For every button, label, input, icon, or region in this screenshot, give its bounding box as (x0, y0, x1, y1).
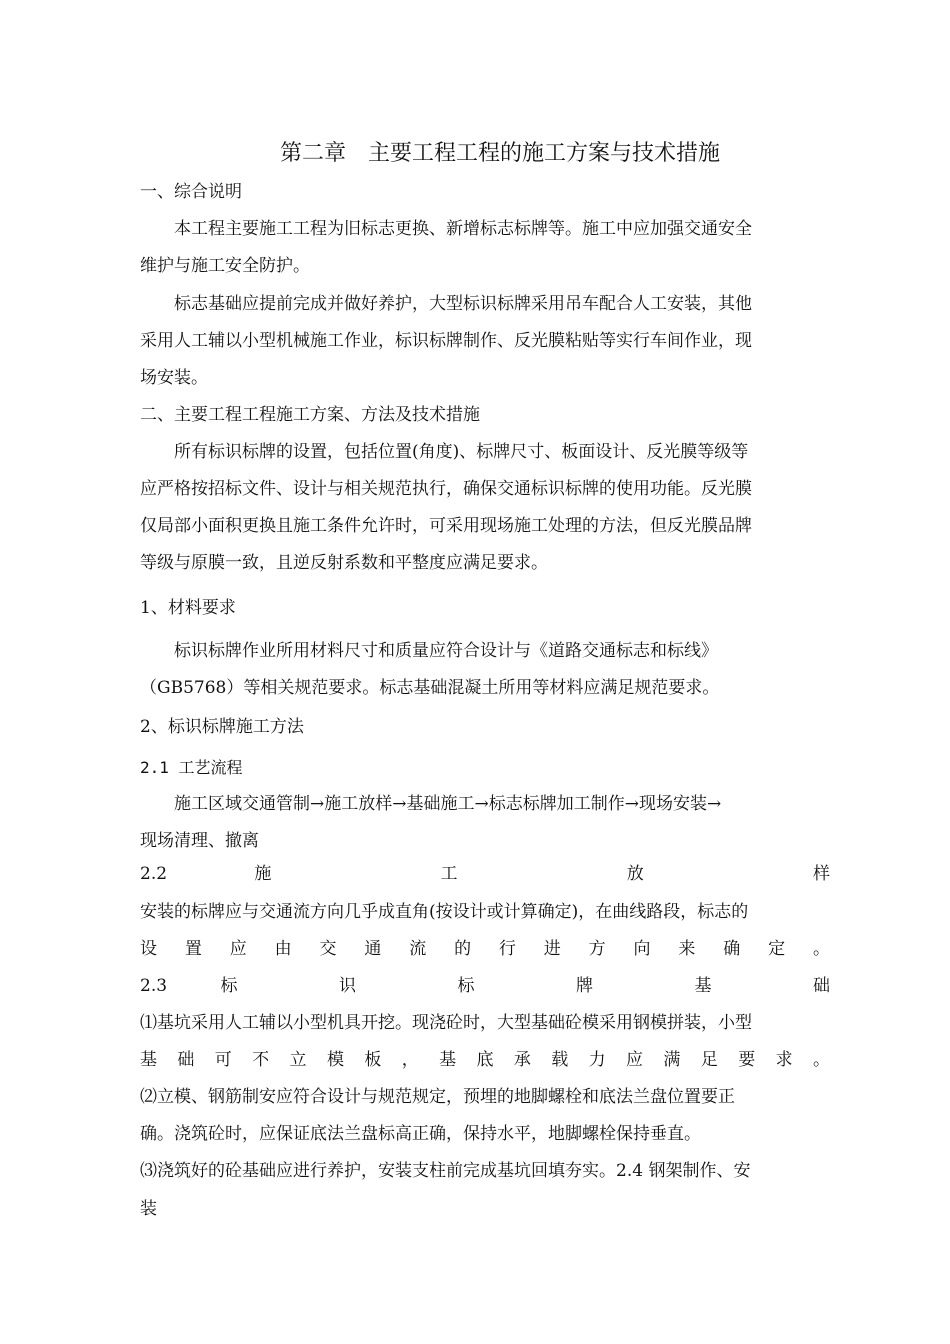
paragraph-line: ⑴基坑采用人工辅以小型机具开挖。现浇砼时，大型基础砼模采用钢模拼装，小型 (140, 1013, 752, 1033)
section-heading: 一、综合说明 (140, 182, 242, 202)
section-heading: 1、材料要求 (140, 598, 236, 618)
paragraph-line: 标志基础应提前完成并做好养护，大型标识标牌采用吊车配合人工安装，其他 (140, 294, 752, 314)
paragraph-line: 确。浇筑砼时，应保证底法兰盘标高正确，保持水平，地脚螺栓保持垂直。 (140, 1124, 701, 1144)
subsection-heading: 2.2 施 工 放 样 (140, 864, 830, 884)
paragraph-line: ⑵立模、钢筋制安应符合设计与规范规定，预埋的地脚螺栓和底法兰盘位置要正 (140, 1087, 735, 1107)
paragraph-line: 等级与原膜一致，且逆反射系数和平整度应满足要求。 (140, 553, 548, 573)
paragraph-line: 本工程主要施工工程为旧标志更换、新增标志标牌等。施工中应加强交通安全 (140, 219, 752, 239)
paragraph-line: 设 置 应 由 交 通 流 的 行 进 方 向 来 确 定 。 (140, 939, 830, 959)
paragraph-line: 采用人工辅以小型机械施工作业，标识标牌制作、反光膜粘贴等实行车间作业，现 (140, 331, 752, 351)
section-heading: 2、标识标牌施工方法 (140, 717, 304, 737)
paragraph-line: 安装的标牌应与交通流方向几乎成直角(按设计或计算确定)，在曲线路段，标志的 (140, 902, 749, 922)
paragraph-line: 所有标识标牌的设置，包括位置(角度)、标牌尺寸、板面设计、反光膜等级等 (140, 442, 749, 462)
paragraph-line: 仅局部小面积更换且施工条件允许时，可采用现场施工处理的方法，但反光膜品牌 (140, 516, 752, 536)
subsection-heading: 2.3 标 识 标 牌 基 础 (140, 976, 830, 996)
paragraph-line: 基 础 可 不 立 模 板 ， 基 底 承 载 力 应 满 足 要 求 。 (140, 1050, 830, 1070)
section-heading: 二、主要工程工程施工方案、方法及技术措施 (140, 405, 480, 425)
paragraph-line: 现场清理、撤离 (140, 831, 259, 851)
paragraph-line: ⑶浇筑好的砼基础应进行养护，安装支柱前完成基坑回填夯实。2.4 钢架制作、安 (140, 1161, 751, 1181)
paragraph-line: 场安装。 (140, 368, 208, 388)
paragraph-line: （GB5768）等相关规范要求。标志基础混凝土所用等材料应满足规范要求。 (140, 678, 720, 698)
subsection-heading: 2.1 工艺流程 (140, 758, 243, 777)
paragraph-line: 应严格按招标文件、设计与相关规范执行，确保交通标识标牌的使用功能。反光膜 (140, 479, 752, 499)
paragraph-line: 装 (140, 1199, 157, 1219)
paragraph-line: 维护与施工安全防护。 (140, 256, 310, 276)
paragraph-line: 标识标牌作业所用材料尺寸和质量应符合设计与《道路交通标志和标线》 (140, 641, 718, 661)
paragraph-line: 施工区域交通管制→施工放样→基础施工→标志标牌加工制作→现场安装→ (140, 794, 722, 814)
chapter-title: 第二章 主要工程工程的施工方案与技术措施 (279, 141, 720, 166)
